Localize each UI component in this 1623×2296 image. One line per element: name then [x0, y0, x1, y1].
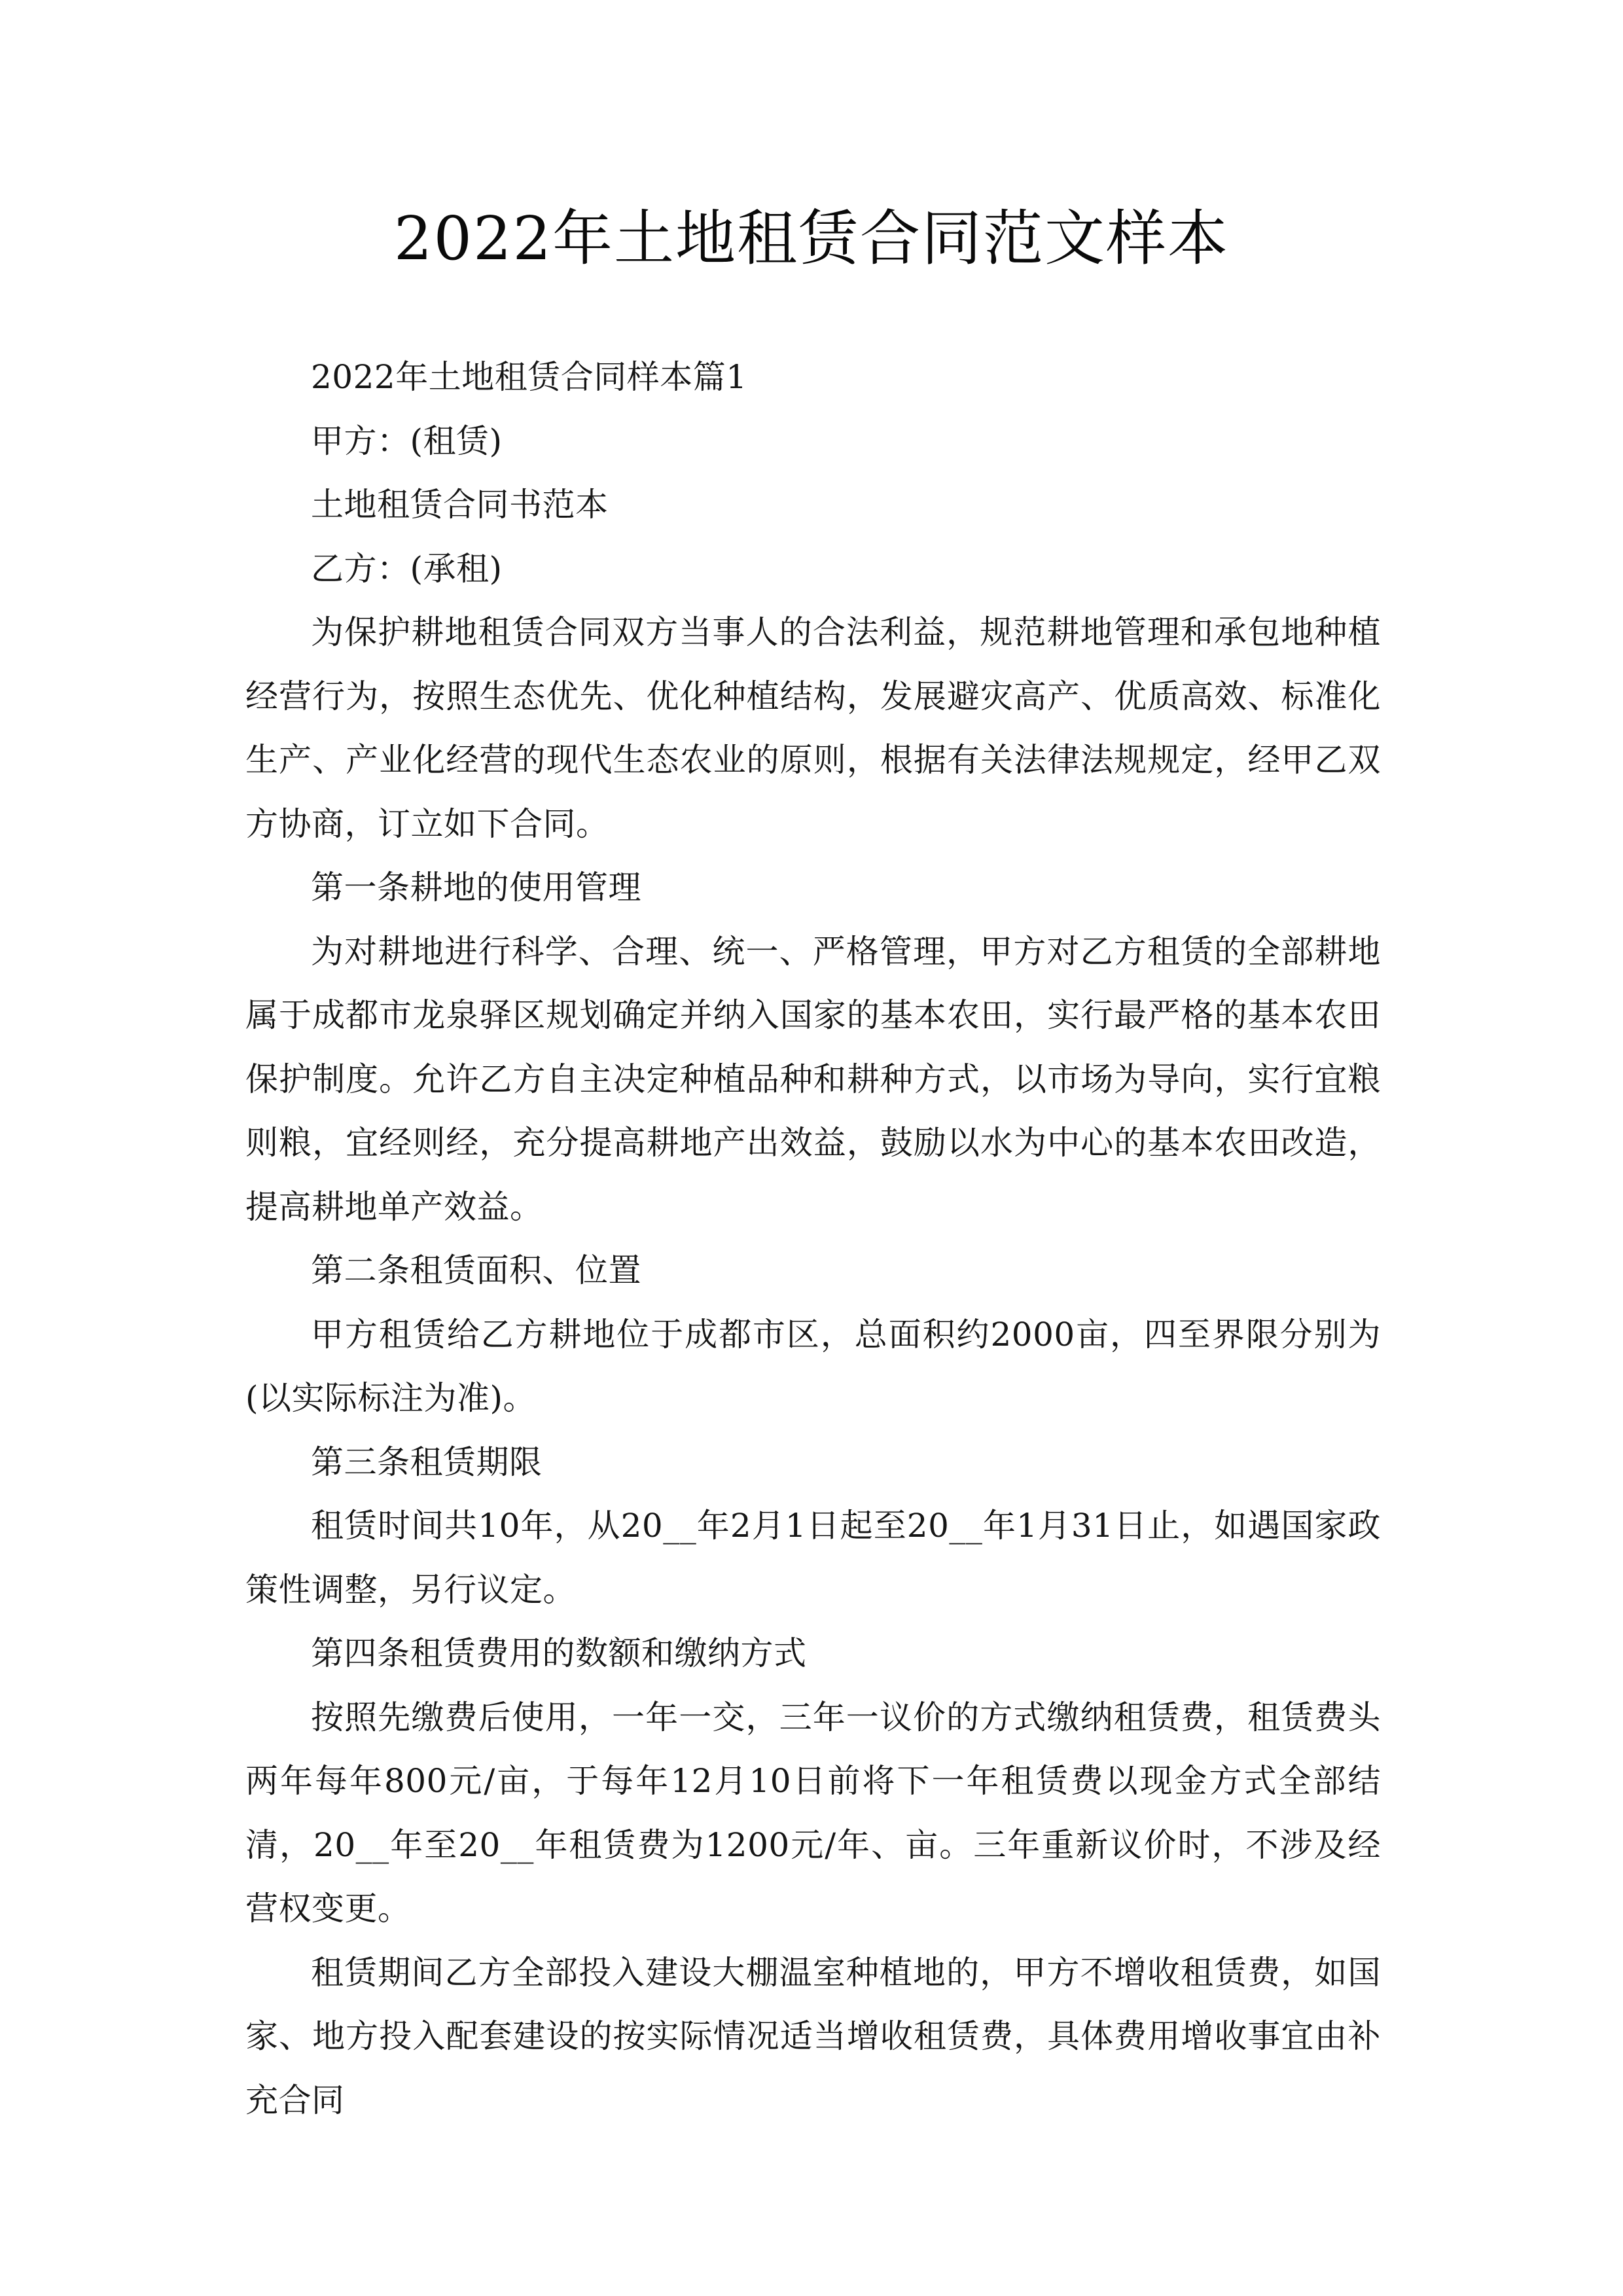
article-2-body: 甲方租赁给乙方耕地位于成都市区，总面积约2000亩，四至界限分别为(以实际标注为准)。: [245, 1315, 1381, 1417]
article-4-body-continued: 租赁期间乙方全部投入建设大棚温室种植地的，甲方不增收租赁费，如国家、地方投入配套建设的按实际情况适当增收租赁费，具体费用增收事宜由补充合同: [245, 1953, 1381, 2119]
contract-subtitle: 土地租赁合同书范本: [311, 486, 609, 524]
party-a-line: 甲方：(租赁): [311, 422, 503, 460]
document-title: 2022年土地租赁合同范文样本: [393, 204, 1230, 274]
document-body: [245, 346, 1381, 2132]
article-3-heading: 第三条租赁期限: [311, 1443, 543, 1481]
preamble-paragraph: 为保护耕地租赁合同双方当事人的合法利益，规范耕地管理和承包地种植经营行为，按照生态优先、优化种植结构，发展避灾高产、优质高效、标准化生产、产业化经营的现代生态农业的原则，根据有关法律法规规定，经甲乙双方协商，订立如下合同。: [245, 613, 1381, 843]
article-1-heading: 第一条耕地的使用管理: [311, 869, 641, 906]
article-1-body: 为对耕地进行科学、合理、统一、严格管理，甲方对乙方租赁的全部耕地属于成都市龙泉驿区规划确定并纳入国家的基本农田，实行最严格的基本农田保护制度。允许乙方自主决定种植品种和耕种方式，以市场为导向，实行宜粮则粮，宜经则经，充分提高耕地产出效益，鼓励以水为中心的基本农田改造，提高耕地单产效益。: [245, 932, 1381, 1226]
article-2-heading: 第二条租赁面积、位置: [311, 1251, 641, 1289]
article-3-body: 租赁时间共10年，从20__年2月1日起至20__年1月31日止，如遇国家政策性调整，另行议定。: [245, 1507, 1381, 1609]
section-heading: 2022年土地租赁合同样本篇1: [311, 358, 747, 396]
party-b-line: 乙方：(承租): [311, 549, 503, 588]
article-4-heading: 第四条租赁费用的数额和缴纳方式: [311, 1634, 807, 1672]
article-4-body: 按照先缴费后使用，一年一交，三年一议价的方式缴纳租赁费，租赁费头两年每年800元/亩，于每年12月10日前将下一年租赁费以现金方式全部结清，20__年至20__年租赁费为1200元/年、亩。三年重新议价时，不涉及经营权变更。: [245, 1698, 1381, 1928]
